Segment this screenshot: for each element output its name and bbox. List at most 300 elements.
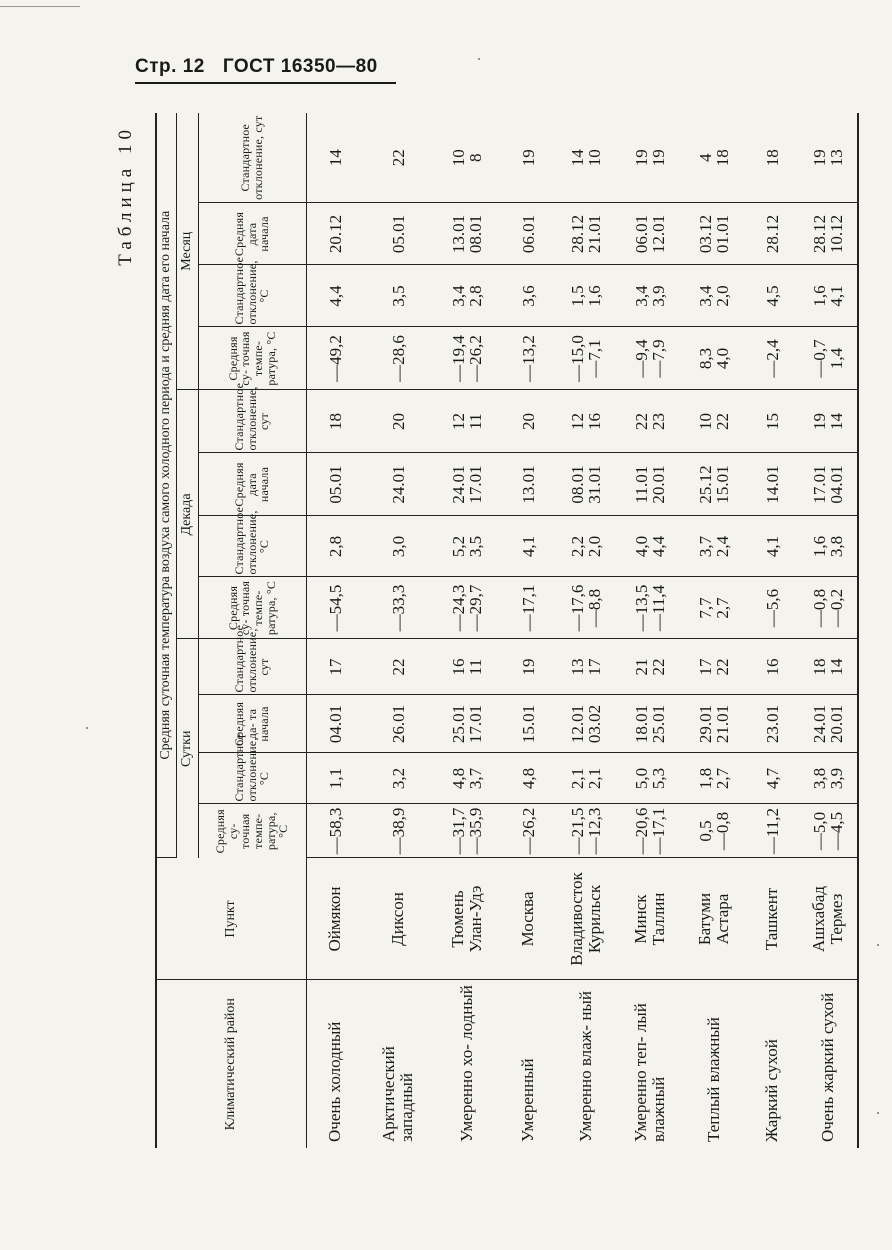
cell-day-3 [682, 639, 746, 695]
cell-value: 1,6 [585, 285, 604, 307]
cell-value: —7,1 [585, 339, 604, 378]
cell-value: 23 [649, 413, 668, 430]
cell-value: 3,4 [632, 285, 651, 307]
cell-dec-3 [746, 390, 798, 453]
cell-value: 1,6 [809, 285, 829, 307]
scan-edge-rule [0, 6, 80, 7]
cell-mon-0 [306, 327, 364, 390]
table-row [364, 113, 432, 1148]
cell-day-2 [432, 695, 502, 753]
cell-value: —54,5 [325, 584, 345, 632]
cell-mon-2 [618, 203, 682, 265]
header-region: Климатический район [156, 980, 306, 1148]
cell-dec-3 [432, 390, 502, 453]
cell-value: 14 [568, 149, 587, 167]
page-number: Стр. 12 [135, 56, 205, 77]
cell-mon-0 [364, 327, 432, 390]
cell-dec-3 [618, 390, 682, 453]
cell-day-1 [746, 753, 798, 804]
cell-dec-3 [306, 390, 364, 453]
point-name: Таллин [649, 892, 668, 946]
cell-day-3 [798, 639, 858, 695]
cell-value: 2,0 [713, 285, 732, 307]
cell-point [746, 858, 798, 980]
table-row [746, 113, 798, 1148]
cell-value: 3,5 [466, 535, 485, 558]
cell-value: —0,8 [713, 811, 732, 851]
cell-day-2 [364, 695, 432, 753]
cell-mon-1 [682, 265, 746, 327]
cell-value: 23.01 [762, 704, 782, 744]
cell-value: 4,4 [649, 535, 668, 558]
cell-dec-0 [432, 577, 502, 639]
cell-value: 26.01 [388, 704, 408, 744]
point-name: Ашхабад [808, 885, 828, 953]
header-main: Средняя суточная температура воздуха самого холодного периода и средняя дата его начала [156, 113, 176, 858]
cell-mon-1 [554, 265, 618, 327]
cell-value: 24.01 [388, 465, 408, 504]
cell-mon-1 [746, 265, 798, 327]
scan-speck [877, 944, 879, 946]
cell-value: 22 [713, 413, 732, 430]
header-mon-devdays: Стандартное отклонение, сут [198, 113, 306, 203]
cell-value: 22 [713, 658, 732, 676]
cell-dec-0 [682, 577, 746, 639]
header-dec-devdays: Стандартное отклонение, сут [198, 390, 306, 453]
header-mon-temp: Средняя су- точная темпе- ратура, °С [198, 327, 306, 390]
cell-mon-2 [554, 203, 618, 265]
cell-value: 25.12 [696, 465, 715, 504]
cell-value: —2,4 [762, 339, 782, 378]
cell-value: 10 [696, 413, 715, 430]
cell-value: 2,2 [568, 535, 587, 558]
cell-value: 18 [762, 149, 782, 167]
cell-value: —29,7 [466, 584, 485, 632]
cell-day-0 [432, 804, 502, 858]
cell-value: 20.12 [325, 214, 345, 254]
cell-dec-2 [682, 453, 746, 516]
cell-value: —0,7 [809, 339, 829, 378]
cell-value: 13 [568, 658, 587, 676]
cell-value: —13,2 [518, 335, 538, 382]
cell-value: 10.12 [826, 214, 846, 254]
cell-value: 05.01 [388, 214, 408, 254]
point-name: Курильск [585, 884, 604, 954]
point-name: Батуми [695, 892, 715, 946]
cell-value: 28.12 [809, 214, 829, 254]
cell-value: 3,2 [388, 767, 408, 790]
cell-day-2 [306, 695, 364, 753]
cell-value: 4,4 [325, 285, 345, 307]
cell-mon-0 [502, 327, 554, 390]
cell-value: —9,4 [632, 339, 651, 378]
cell-value: 0,5 [696, 820, 715, 842]
cell-mon-3 [554, 113, 618, 203]
cell-value: 4,7 [762, 767, 782, 790]
cell-value: 3,6 [518, 285, 538, 307]
cell-day-1 [618, 753, 682, 804]
cell-value: 12.01 [568, 704, 587, 744]
cell-region: Умеренный [518, 1058, 538, 1142]
cell-day-2 [798, 695, 858, 753]
cell-value: 10 [585, 149, 604, 167]
cell-value: 14.01 [762, 465, 782, 504]
cell-value: 2,4 [713, 535, 732, 558]
cell-point [502, 858, 554, 980]
cell-value: 05.01 [325, 465, 345, 504]
cell-value: —17,1 [649, 807, 668, 855]
cell-value: 4 [696, 153, 715, 162]
cell-value: 17 [585, 658, 604, 676]
cell-value: —20,6 [632, 807, 651, 855]
table-title: Таблица 10 [115, 125, 136, 266]
table-body [306, 113, 858, 1148]
cell-value: 2,8 [466, 285, 485, 307]
cell-mon-3 [306, 113, 364, 203]
cell-dec-0 [746, 577, 798, 639]
cell-mon-0 [554, 327, 618, 390]
cell-value: 16 [762, 658, 782, 676]
cell-region: Очень холодный [325, 1021, 345, 1142]
cell-value: 17.01 [809, 465, 829, 504]
cell-day-3 [432, 639, 502, 695]
cell-value: —28,6 [388, 335, 408, 382]
cell-day-3 [364, 639, 432, 695]
cell-value: —7,9 [649, 339, 668, 378]
cell-region: Умеренно влаж- ный [576, 991, 596, 1142]
point-name: Улан-Удэ [466, 885, 485, 953]
cell-value: —35,9 [466, 807, 485, 855]
cell-day-1 [502, 753, 554, 804]
cell-value: 11 [466, 413, 485, 430]
cell-dec-1 [554, 516, 618, 577]
cell-day-1 [682, 753, 746, 804]
scan-speck [478, 58, 480, 60]
cell-dec-1 [432, 516, 502, 577]
cell-region: Арктический западный [379, 1046, 416, 1142]
cell-value: 20.01 [649, 465, 668, 504]
point-name: Владивосток [567, 872, 587, 966]
cell-value: 16 [585, 413, 604, 430]
cell-mon-3 [364, 113, 432, 203]
cell-dec-2 [306, 453, 364, 516]
cell-value: 3,4 [696, 285, 715, 307]
cell-value: 3,4 [449, 285, 468, 307]
cell-mon-0 [746, 327, 798, 390]
cell-value: 12.01 [649, 214, 668, 254]
cell-value: 3,0 [388, 535, 408, 558]
header-group-decade: Декада [176, 390, 198, 639]
cell-day-3 [618, 639, 682, 695]
cell-value: 1,1 [325, 767, 345, 790]
cell-day-0 [746, 804, 798, 858]
cell-value: 4,1 [826, 285, 846, 307]
table-row [432, 113, 502, 1148]
cell-dec-3 [798, 390, 858, 453]
cell-value: 21.01 [585, 214, 604, 254]
cell-dec-0 [554, 577, 618, 639]
cell-value: 03.12 [696, 214, 715, 254]
cell-value: —4,5 [826, 811, 846, 851]
cell-day-0 [798, 804, 858, 858]
cell-value: —0,2 [826, 588, 846, 628]
cell-value: 1,4 [826, 347, 846, 370]
cell-value: 4,1 [762, 535, 782, 558]
cell-mon-1 [306, 265, 364, 327]
cell-value: 08.01 [466, 214, 485, 254]
cell-value: 04.01 [325, 704, 345, 744]
cell-point [682, 858, 746, 980]
cell-value: 18 [713, 149, 732, 167]
cell-value: —8,8 [585, 588, 604, 628]
cell-value: 5,0 [632, 767, 651, 790]
cell-value: 2,8 [325, 535, 345, 558]
cell-mon-2 [746, 203, 798, 265]
cell-value: 19 [518, 149, 538, 167]
cell-value: 17.01 [466, 465, 485, 504]
point-name: Оймякон [325, 886, 345, 952]
cell-value: 2,0 [585, 535, 604, 558]
cell-mon-0 [798, 327, 858, 390]
cell-value: —5,6 [762, 588, 782, 628]
point-name: Астара [713, 893, 732, 945]
cell-region: Жаркий сухой [762, 1039, 782, 1142]
cell-value: —26,2 [518, 807, 538, 855]
cell-value: 3,5 [388, 285, 408, 307]
cell-dec-3 [554, 390, 618, 453]
header-day-devdays: Стандартное отклонение, сут [198, 639, 306, 695]
cell-value: 17 [696, 658, 715, 676]
cell-value: 4,0 [713, 347, 732, 370]
cell-value: 3,7 [696, 535, 715, 558]
cell-value: 4,8 [518, 767, 538, 790]
point-name: Ташкент [762, 887, 782, 951]
cell-value: 19 [809, 413, 829, 430]
cell-dec-2 [798, 453, 858, 516]
cell-dec-2 [432, 453, 502, 516]
cell-day-3 [554, 639, 618, 695]
cell-mon-1 [618, 265, 682, 327]
cell-mon-1 [364, 265, 432, 327]
cell-dec-3 [364, 390, 432, 453]
cell-value: —49,2 [325, 335, 345, 382]
cell-value: 5,2 [449, 535, 468, 558]
header-group-day: Сутки [176, 639, 198, 858]
page-header [135, 56, 396, 84]
table-row [798, 113, 858, 1148]
table-row [618, 113, 682, 1148]
cell-value: 3,8 [826, 535, 846, 558]
cell-value: 4,8 [449, 767, 468, 790]
cell-value: 16 [449, 658, 468, 676]
cell-mon-1 [798, 265, 858, 327]
cell-value: 21 [632, 658, 651, 676]
cell-day-1 [554, 753, 618, 804]
cell-value: 21.01 [713, 704, 732, 744]
cell-mon-2 [502, 203, 554, 265]
cell-value: —58,3 [325, 807, 345, 855]
cell-day-2 [618, 695, 682, 753]
cell-value: 15 [762, 413, 782, 430]
cell-value: —5,0 [809, 811, 829, 851]
cell-value: 22 [388, 658, 408, 676]
cell-mon-0 [432, 327, 502, 390]
cell-day-1 [432, 753, 502, 804]
cell-dec-2 [746, 453, 798, 516]
cell-day-1 [364, 753, 432, 804]
cell-value: 13 [826, 149, 846, 167]
header-dec-temp: Средняя су- точная темпе- ратура, °С [198, 577, 306, 639]
cell-value: 22 [388, 149, 408, 167]
cell-value: 2,1 [585, 767, 604, 790]
cell-value: 15.01 [713, 465, 732, 504]
point-name: Минск [631, 894, 651, 944]
cell-value: —31,7 [449, 807, 468, 855]
climate-table [155, 113, 859, 1148]
cell-day-0 [554, 804, 618, 858]
cell-value: 20 [388, 413, 408, 430]
cell-value: 25.01 [449, 704, 468, 744]
cell-value: 20 [518, 413, 538, 430]
cell-value: 17 [325, 658, 345, 676]
cell-value: 17.01 [466, 704, 485, 744]
cell-dec-2 [364, 453, 432, 516]
cell-value: 12 [449, 413, 468, 430]
cell-value: 19 [518, 658, 538, 676]
cell-value: 13.01 [449, 214, 468, 254]
cell-value: 14 [826, 658, 846, 676]
cell-mon-1 [432, 265, 502, 327]
table-row [502, 113, 554, 1148]
cell-value: 06.01 [518, 214, 538, 254]
cell-point [306, 858, 364, 980]
cell-value: 22 [632, 413, 651, 430]
cell-dec-1 [618, 516, 682, 577]
cell-mon-3 [682, 113, 746, 203]
cell-value: 03.02 [585, 704, 604, 744]
cell-point [364, 858, 432, 980]
cell-mon-2 [798, 203, 858, 265]
cell-day-0 [618, 804, 682, 858]
cell-value: 18 [325, 413, 345, 430]
cell-value: 19 [809, 149, 829, 167]
cell-value: 25.01 [649, 704, 668, 744]
cell-value: 8 [466, 153, 485, 162]
cell-day-1 [306, 753, 364, 804]
cell-value: 1,8 [696, 767, 715, 790]
cell-value: 10 [449, 149, 468, 167]
cell-dec-2 [618, 453, 682, 516]
cell-value: 1,6 [809, 535, 829, 558]
cell-value: —17,1 [518, 584, 538, 632]
cell-region: Умеренно хо- лодный [457, 985, 477, 1142]
cell-value: 18 [809, 658, 829, 676]
cell-point [798, 858, 858, 980]
cell-dec-0 [618, 577, 682, 639]
cell-value: 24.01 [809, 704, 829, 744]
table-row [306, 113, 364, 1148]
cell-value: 5,3 [649, 767, 668, 790]
cell-mon-3 [502, 113, 554, 203]
scan-speck [86, 727, 88, 729]
cell-value: 3,9 [826, 767, 846, 790]
cell-mon-3 [618, 113, 682, 203]
cell-value: 11.01 [632, 465, 651, 504]
cell-value: 2,7 [713, 597, 732, 619]
cell-mon-0 [618, 327, 682, 390]
point-name: Диксон [388, 892, 408, 946]
header-mon-date: Средняя дата начала [198, 203, 306, 265]
cell-value: 3,9 [649, 285, 668, 307]
cell-dec-2 [554, 453, 618, 516]
cell-region: Очень жаркий сухой [798, 980, 858, 1148]
cell-value: 12 [568, 413, 587, 430]
table-row [682, 113, 746, 1148]
cell-dec-0 [306, 577, 364, 639]
cell-dec-3 [682, 390, 746, 453]
cell-value: 29.01 [696, 704, 715, 744]
cell-region: Теплый влажный [704, 1017, 724, 1142]
cell-mon-3 [432, 113, 502, 203]
cell-value: —0,8 [809, 588, 829, 628]
cell-mon-1 [502, 265, 554, 327]
cell-value: 28.12 [762, 214, 782, 254]
cell-value: 4,1 [518, 535, 538, 558]
cell-point [618, 858, 682, 980]
header-day-temp: Средняя су- точная темпе- ратура, °С [198, 804, 306, 858]
cell-day-2 [502, 695, 554, 753]
cell-mon-2 [364, 203, 432, 265]
cell-day-1 [798, 753, 858, 804]
cell-point [554, 858, 618, 980]
cell-value: —38,9 [388, 807, 408, 855]
cell-day-0 [682, 804, 746, 858]
header-day-dev: Стандартное отклонение, °С [198, 753, 306, 804]
cell-mon-3 [798, 113, 858, 203]
cell-value: 24.01 [449, 465, 468, 504]
cell-day-0 [502, 804, 554, 858]
header-day-date: Средняя да- та начала [198, 695, 306, 753]
cell-value: 14 [325, 149, 345, 167]
cell-value: —26,2 [466, 335, 485, 382]
cell-mon-2 [682, 203, 746, 265]
cell-value: 20.01 [826, 704, 846, 744]
cell-dec-1 [306, 516, 364, 577]
cell-value: 28.12 [568, 214, 587, 254]
cell-value: —12,3 [585, 807, 604, 855]
cell-value: 7,7 [696, 597, 715, 619]
cell-day-3 [306, 639, 364, 695]
cell-value: —15,0 [568, 335, 587, 382]
cell-value: 3,8 [809, 767, 829, 790]
cell-point [432, 858, 502, 980]
cell-value: —13,5 [632, 584, 651, 632]
cell-mon-0 [682, 327, 746, 390]
point-name: Москва [518, 891, 538, 947]
cell-value: —17,6 [568, 584, 587, 632]
cell-dec-2 [502, 453, 554, 516]
cell-value: 01.01 [713, 214, 732, 254]
header-group-month: Месяц [176, 113, 198, 390]
cell-value: 3,7 [466, 767, 485, 790]
cell-value: 11 [466, 658, 485, 676]
cell-day-3 [746, 639, 798, 695]
cell-dec-1 [682, 516, 746, 577]
cell-day-2 [554, 695, 618, 753]
rotated-table-block [115, 113, 855, 1148]
cell-value: 13.01 [518, 465, 538, 504]
cell-value: 19 [632, 149, 651, 167]
